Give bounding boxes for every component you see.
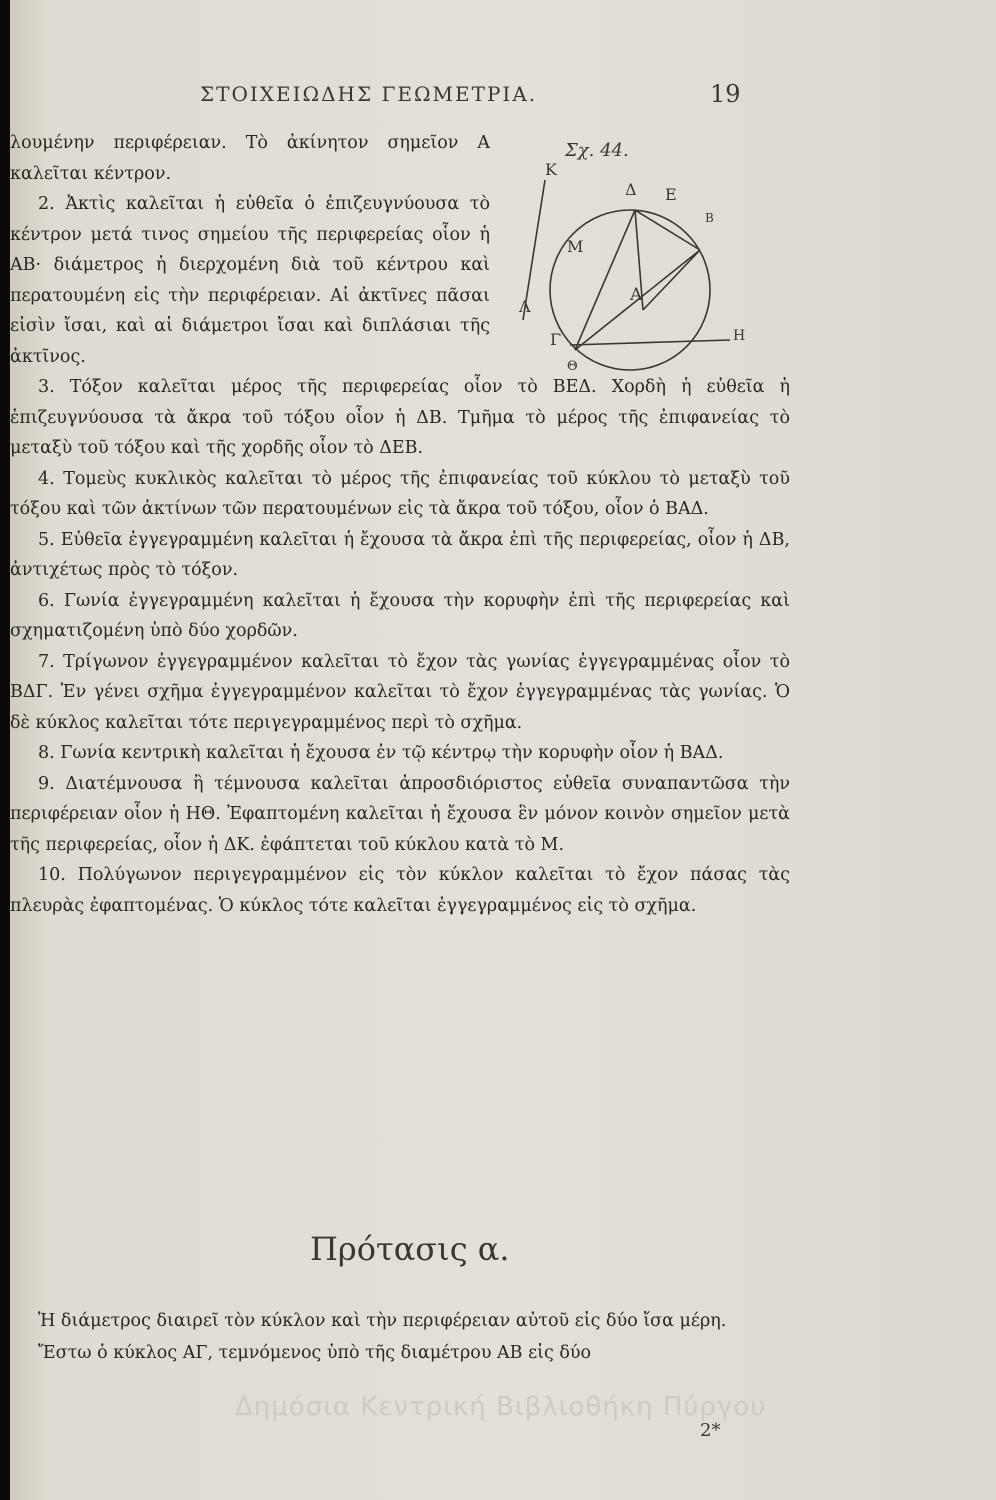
- paragraph-9: 9. Διατέμνουσα ἢ τέμνουσα καλεῖται ἀπροσδιόριστος εὐθεῖα συναπαντῶσα τὴν περιφέρειαν οἷον ἡ ΗΘ. Ἐφαπτομένη καλεῖται ἡ ἔχουσα ἓν μόνον κοινὸν σημεῖον μετὰ τῆς περιφερείας, οἷον ἡ ΔΚ. ἐφάπτεται τοῦ κύκλου κατὰ τὸ Μ.: [10, 773, 790, 855]
- label-G: Γ: [550, 330, 562, 349]
- label-B: B: [705, 211, 714, 225]
- library-watermark: Δημόσια Κεντρική Βιβλιοθήκη Πύργου: [235, 1392, 767, 1422]
- proposition-text: [10, 1305, 790, 1369]
- book-page: [10, 0, 996, 1500]
- paragraph-10: 10. Πολύγωνον περιγεγραμμένον εἰς τὸν κύκλον καλεῖται τὸ ἔχον πάσας τὰς πλευρὰς ἐφαπτομένας. Ὁ κύκλος τότε καλεῖται ἐγγεγραμμένος εἰς τὸ σχῆμα.: [10, 865, 790, 916]
- label-E: E: [665, 185, 677, 204]
- section-title: Πρότασις α.: [310, 1230, 510, 1268]
- signature-mark: 2*: [700, 1420, 721, 1441]
- proposition-proof-start: Ἔστω ὁ κύκλος ΑΓ, τεμνόμενος ὑπὸ τῆς διαμέτρου ΑΒ εἰς δύο: [38, 1343, 592, 1363]
- paragraph-1: λουμένην περιφέρειαν. Τὸ ἀκίνητον σημεῖον Α καλεῖται κέντρον.: [10, 133, 490, 184]
- paragraph-4: 4. Τομεὺς κυκλικὸς καλεῖται τὸ μέρος τῆς ἐπιφανείας τοῦ κύκλου τὸ μεταξὺ τοῦ τόξου καὶ τῶν ἀκτίνων τῶν περατουμένων εἰς τὰ ἄκρα τοῦ τόξου, οἷον ὁ ΒΑΔ.: [10, 468, 790, 519]
- paragraph-7: 7. Τρίγωνον ἐγγεγραμμένον καλεῖται τὸ ἔχον τὰς γωνίας ἐγγεγραμμένας οἷον τὸ ΒΔΓ. Ἐν γένει σχῆμα ἐγγεγραμμένον καλεῖται τὸ ἔχον ἐγγεγραμμένας τὰς γωνίας. Ὁ δὲ κύκλος καλεῖται τότε περιγεγραμμένος περὶ τὸ σχῆμα.: [10, 651, 790, 733]
- paragraph-3: 3. Τόξον καλεῖται μέρος τῆς περιφερείας οἷον τὸ ΒΕΔ. Χορδὴ ἡ εὐθεῖα ἡ ἐπιζευγνύουσα τὰ ἄκρα τοῦ τόξου οἷον ἡ ΔΒ. Τμῆμα τὸ μέρος τῆς ἐπιφανείας τὸ μεταξὺ τοῦ τόξου καὶ τῆς χορδῆς οἷον τὸ ΔΕΒ.: [10, 377, 790, 458]
- paragraph-8: 8. Γωνία κεντρικὴ καλεῖται ἡ ἔχουσα ἐν τῷ κέντρῳ τὴν κορυφὴν οἷον ἡ ΒΑΔ.: [38, 743, 724, 763]
- page-number: 19: [710, 80, 741, 108]
- figure-caption: Σχ. 44.: [565, 140, 629, 161]
- definitions-text: [10, 128, 790, 921]
- paragraph-6: 6. Γωνία ἐγγεγραμμένη καλεῖται ἡ ἔχουσα τὴν κορυφὴν ἐπὶ τῆς περιφερείας καὶ σχηματιζομένη ὑπὸ δύο χορδῶν.: [10, 590, 790, 641]
- label-M: M: [567, 237, 584, 256]
- label-TH: Θ: [567, 359, 578, 374]
- proposition-statement: Ἡ διάμετρος διαιρεῖ τὸν κύκλον καὶ τὴν περιφέρειαν αὐτοῦ εἰς δύο ἴσα μέρη.: [38, 1311, 727, 1331]
- paragraph-5: 5. Εὐθεῖα ἐγγεγραμμένη καλεῖται ἡ ἔχουσα τὰ ἄκρα ἐπὶ τῆς περιφερείας, οἷον ἡ ΔΒ, ἀντιχέτως πρὸς τὸ τόξον.: [10, 529, 790, 580]
- label-A: A: [630, 285, 643, 305]
- paragraph-2: 2. Ἀκτὶς καλεῖται ἡ εὐθεῖα ὁ ἐπιζευγνύουσα τὸ κέντρον μετά τινος σημείου τῆς περιφερείας οἷον ἡ ΑΒ· διάμετρος ἡ διερχομένη διὰ τοῦ κέντρου καὶ περατουμένη εἰς τὴν περιφέρειαν. Αἱ ἀκτῖνες πᾶσαι εἰσὶν ἴσαι, καὶ αἱ διάμετροι ἴσαι καὶ διπλάσιαι τῆς ἀκτῖνος.: [10, 194, 490, 367]
- label-D: Δ: [625, 180, 637, 199]
- running-title: ΣΤΟΙΧΕΙΩΔΗΣ ΓΕΩΜΕΤΡΙΑ.: [200, 82, 538, 106]
- label-K: K: [545, 160, 557, 179]
- label-L: Λ: [519, 297, 531, 316]
- label-H: H: [733, 328, 745, 344]
- page-header: [10, 80, 996, 120]
